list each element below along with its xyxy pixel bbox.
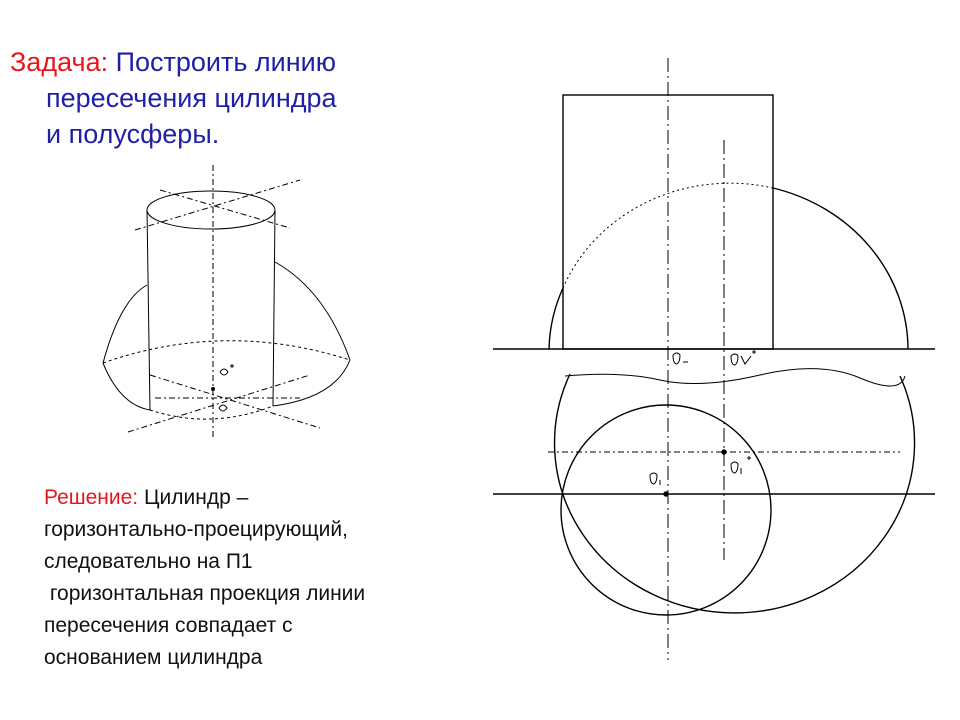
point-o1: [664, 492, 668, 496]
point-o1-star-label-mark: [731, 462, 738, 473]
cylinder-plan-circle: [561, 405, 771, 615]
solution-line-1: Цилиндр –: [138, 486, 249, 509]
drawing-point-marks: [650, 350, 756, 485]
point-o2-star-label-sub: [741, 350, 756, 364]
solution-line-5: пересечения совпадает с: [44, 614, 293, 637]
solution-line-4: горизонтальная проекция линии: [44, 582, 366, 605]
task-label: Задача:: [10, 47, 109, 77]
plan-view: [493, 374, 935, 615]
task-line-3: и полусферы.: [46, 119, 220, 149]
point-o1-label-mark: [650, 473, 657, 484]
front-view: [493, 95, 935, 349]
solution-line-6: основанием цилиндра: [44, 646, 263, 669]
solution-line-3: следовательно на П1: [44, 550, 253, 573]
hemisphere-arc-right: [773, 188, 908, 349]
solution-line-2: горизонтально-проецирующий,: [44, 518, 348, 541]
task-line-2: пересечения цилиндра: [46, 83, 337, 113]
point-o1-star-label-sub: [741, 456, 751, 474]
hemisphere-arc-left: [549, 288, 563, 349]
view-break-line: [565, 369, 905, 386]
task-line-1: Построить линию: [108, 47, 337, 77]
point-o2-label-mark: [673, 353, 680, 364]
point-o2-star-label-mark: [731, 354, 738, 365]
solution-label: Решение:: [44, 486, 139, 509]
center-lines: [668, 58, 724, 660]
